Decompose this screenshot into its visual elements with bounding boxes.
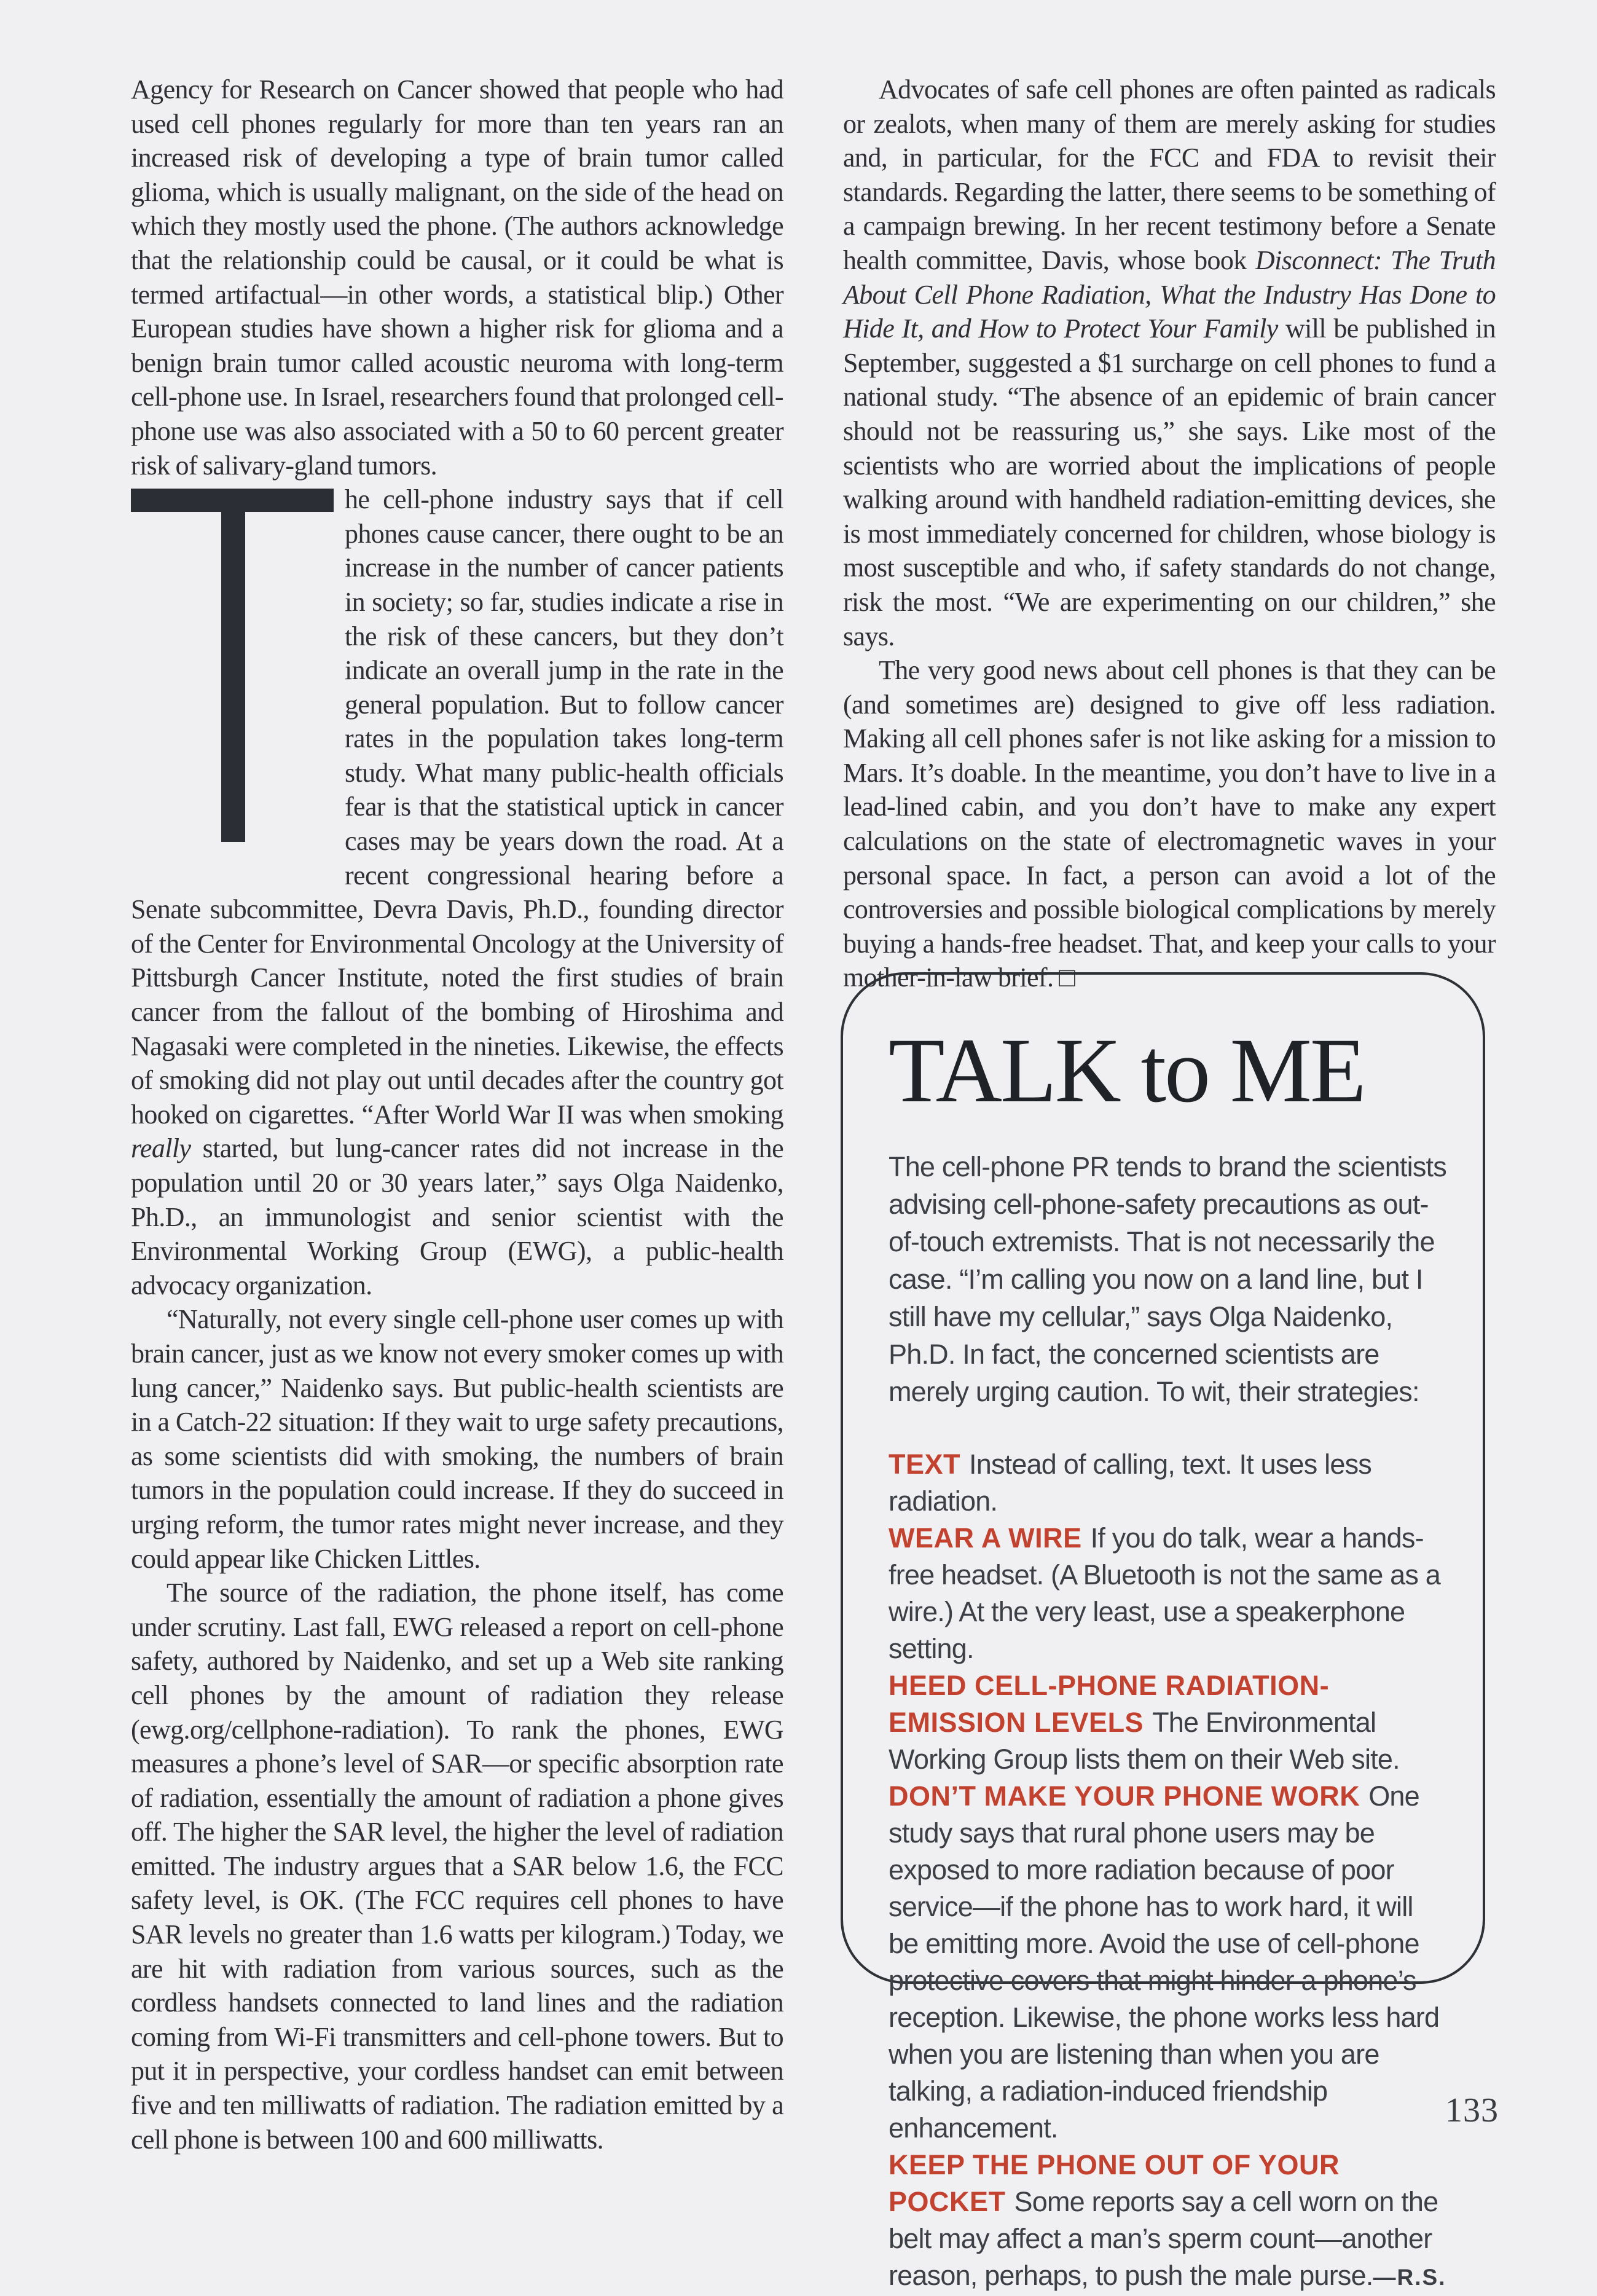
tip-heed-radiation-levels — [889, 1667, 1447, 1778]
tip-label: TEXT — [889, 1448, 961, 1480]
tip-byline: —R.S. — [1373, 2264, 1446, 2290]
tip-text — [889, 1446, 1447, 1520]
page-number: 133 — [1445, 2091, 1499, 2129]
paragraph: Agency for Research on Cancer showed that people who had used cell phones regularly for more than ten years ran an increased risk of developing a type of brain tumor called glioma, which is usually malignant, on the side of the head on which they mostly used the phone. (The authors acknowledge that the relationship could be causal, or it could be what is termed artifactual—in other words, a statistical blip.) Other European studies have shown a higher risk for glioma and a benign brain tumor called acoustic neuroma with long-term cell-phone use. In Israel, researchers found that prolonged cell-phone use was also associated with a 50 to 60 percent greater risk of salivary-gland tumors. — [131, 74, 783, 481]
tip-wear-a-wire — [889, 1520, 1447, 1667]
drop-cap-t — [131, 482, 345, 860]
paragraph-text: he cell-phone industry says that if cell phones cause cancer, there ought to be an increase in the number of cancer patients in society; so far, studies indicate a rise in the risk of these cancers, but they don’t indicate an overall jump in the rate in the general population. But to follow cancer rates in the population takes long-term study. What many public-health officials fear is that the statistical uptick in cancer cases may be years down the road. At a recent congressional hearing before a Senate subcommittee, Devra Davis, Ph.D., founding director of the Center for Environmental Oncology at the University of Pittsburgh Cancer Institute, noted the first studies of brain cancer from the fallout of the bombing of Hiroshima and Nagasaki were completed in the nineties. Likewise, the effects of smoking did not play out until decades after the country got hooked on cigarettes. “After World War II was when smoking really started, but lung-cancer rates did not increase in the population until 20 or 30 years later,” says Olga Naidenko, Ph.D., an immunologist and senior scientist with the Environmental Working Group (EWG), a public-health advocacy organization. — [131, 484, 783, 1300]
right-column — [843, 73, 1496, 995]
paragraph: “Naturally, not every single cell-phone user comes up with brain cancer, just as we know not every smoker comes up with lung cancer,” Naidenko says. But public-health scientists are in a Catch-22 situation: If they wait to urge safety precautions, as some scientists did with smoking, the numbers of brain tumors in the population could increase. If they do succeed in urging reform, the tumor rates might never increase, and they could appear like Chicken Littles. — [131, 1304, 783, 1574]
drop-cap-t-stem — [221, 489, 245, 842]
tip-label: DON’T MAKE YOUR PHONE WORK — [889, 1780, 1360, 1812]
paragraph-dropcap — [131, 482, 783, 1302]
tip-label: HEED CELL-PHONE RADIATION-EMISSION LEVELS — [889, 1669, 1330, 1738]
tip-body: If you do talk, wear a hands-free headset. (A Bluetooth is not the same as a wire.) At the very least, use a speakerphone setting. — [889, 1522, 1440, 1664]
paragraph-with-endmark: The very good news about cell phones is that they can be (and sometimes are) designed to give off less radiation. Making all cell phones safer is not like asking for a mission to Mars. It’s doable. In the meantime, you don’t have to live in a lead-lined cabin, and you don’t have to make any expert calculations on the state of electromagnetic waves in your personal space. In fact, a person can avoid a lot of the controversies and possible biological complications by merely buying a hands-free headset. That, and keep your calls to your mother-in-law brief. □ — [843, 655, 1496, 993]
talk-box-intro: The cell-phone PR tends to brand the scientists advising cell-phone-safety precautions as out-of-touch extremists. That is not necessarily the case. “I’m calling you now on a land line, but I still have my cellular,” says Olga Naidenko, Ph.D. In fact, the concerned scientists are merely urging caution. To wit, their strategies: — [889, 1150, 1446, 1407]
tip-label: WEAR A WIRE — [889, 1522, 1082, 1554]
left-column — [131, 73, 783, 2156]
tip-dont-make-phone-work — [889, 1778, 1447, 2147]
talk-box-title: TALK to ME — [889, 1020, 1365, 1122]
tip-body: Instead of calling, text. It uses less radiation. — [889, 1448, 1371, 1517]
tip-keep-phone-out-of-pocket — [889, 2147, 1447, 2296]
paragraph: Advocates of safe cell phones are often painted as radicals or zealots, when many of them are merely asking for studies and, in particular, for the FCC and FDA to revisit their standards. Regarding the latter, there seems to be something of a campaign brewing. In her recent testimony before a Senate health committee, Davis, whose book Disconnect: The Truth About Cell Phone Radiation, What the Industry Has Done to Hide It, and How to Protect Your Family will be published in September, suggested a $1 surcharge on cell phones to fund a national study. “The absence of an epidemic of brain cancer should not be reassuring us,” she says. Like most of the scientists who are worried about the implications of people walking around with handheld radiation-emitting devices, she is most immediately concerned for children, whose biology is most susceptible and who, if safety standards do not change, risk the most. “We are experimenting on our children,” she says. — [843, 74, 1496, 651]
tip-body: Some reports say a cell worn on the belt may affect a man’s sperm count—another reason, perhaps, to push the male purse. — [889, 2185, 1438, 2291]
talk-box-tips — [889, 1446, 1447, 2296]
paragraph: The source of the radiation, the phone itself, has come under scrutiny. Last fall, EWG released a report on cell-phone safety, authored by Naidenko, and set up a Web site ranking cell phones by the amount of radiation they release (ewg.org/cellphone-radiation). To rank the phones, EWG measures a phone’s level of SAR—or specific absorption rate of radiation, essentially the amount of radiation a phone gives off. The higher the SAR level, the higher the level of radiation emitted. The industry argues that a SAR below 1.6, the FCC safety level, is OK. (The FCC requires cell phones to have SAR levels no greater than 1.6 watts per kilogram.) Today, we are hit with radiation from various sources, such as the cordless handsets connected to land lines and the radiation coming from Wi-Fi transmitters and cell-phone towers. But to put it in perspective, your cordless handset can emit between five and ten milliwatts of radiation. The radiation emitted by a cell phone is between 100 and 600 milliwatts. — [131, 1578, 783, 2155]
tip-label: KEEP THE PHONE OUT OF YOUR POCKET — [889, 2149, 1340, 2217]
tip-body: One study says that rural phone users may be exposed to more radiation because of poor service—if the phone has to work hard, it will be emitting more. Avoid the use of cell-phone protective covers that might hinder a phone’s reception. Likewise, the phone works less hard when you are listening than when you are talking, a radiation-induced friendship enhancement. — [889, 1780, 1440, 2144]
tip-body: The Environmental Working Group lists them on their Web site. — [889, 1706, 1400, 1775]
